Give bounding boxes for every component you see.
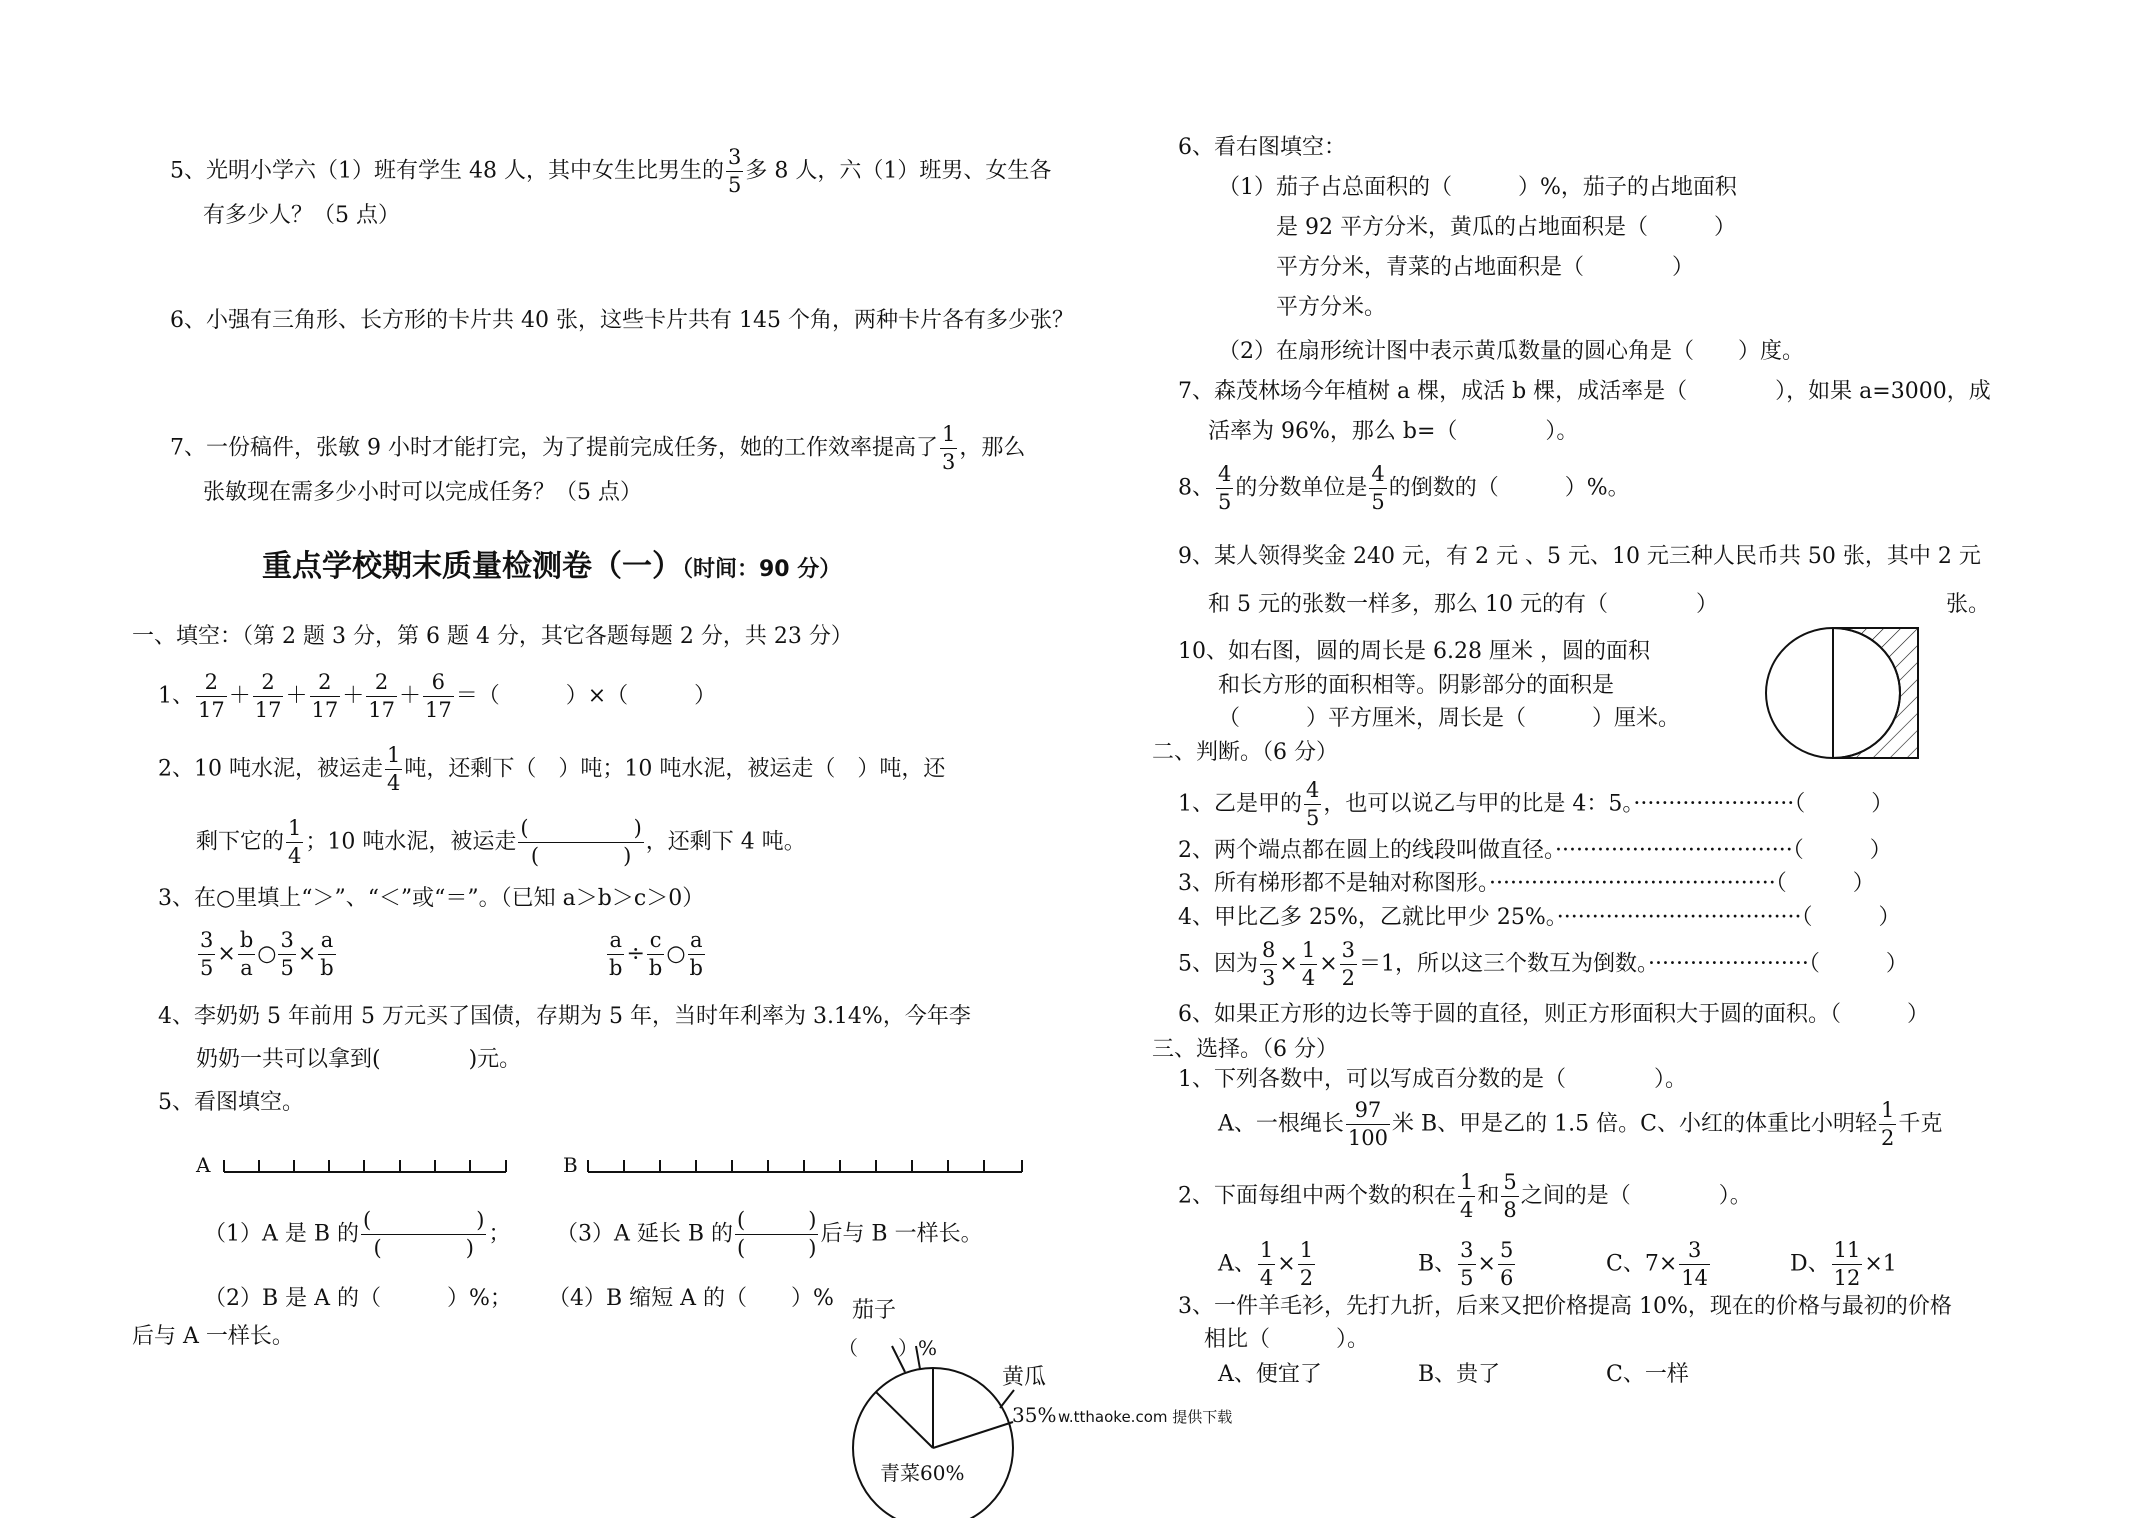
pie-label-eggplant-pct: （ ）%	[838, 1336, 938, 1360]
left-q5: 5、光明小学六（1）班有学生 48 人，其中女生比男生的 $\frac{3}{5}$ 多 8 人，六（1）班男、女生各	[170, 145, 1052, 197]
left-q6: 6、小强有三角形、长方形的卡片共 40 张，这些卡片共有 145 个角，两种卡片各有多少张？	[170, 308, 1074, 333]
left-f3-exp1: $\frac{3}{5}$ × $\frac{b}{a}$ ○ $\frac{3}{5}$ × $\frac{a}{b}$	[200, 928, 334, 980]
right-q6-1c: 平方分米，青菜的占地面积是（ ）	[1276, 255, 1695, 280]
pie-label-greens: 青菜60%	[880, 1461, 965, 1485]
watermark: w.tthaoke.com 提供下载	[1058, 1408, 1233, 1426]
judge-4: 4、甲比乙多 25%，乙就比甲少 25%。···································（ ）	[1178, 905, 1901, 930]
right-q9-line2: 和 5 元的张数一样多，那么 10 元的有（ ）	[1208, 592, 1718, 617]
left-f1: 1、 $\frac{2}{17}$ ＋ $\frac{2}{17}$ ＋ $\frac{2}{17}$ ＋ $\frac{2}{17}$ ＋ $\frac{6}{17}$ ＝（ ）×（ ）	[158, 670, 717, 722]
segment-b-ruler	[588, 1160, 1022, 1172]
left-f3: 3、在○里填上“＞”、“＜”或“＝”。（已知 a＞b＞c＞0）	[158, 886, 705, 911]
left-f5-tail: 后与 A 一样长。	[132, 1324, 294, 1349]
choice-2: 2、下面每组中两个数的积在 $\frac{1}{4}$ 和 $\frac{5}{8}$ 之间的是（ ）。	[1178, 1170, 1752, 1222]
left-f4: 4、李奶奶 5 年前用 5 万元买了国债，存期为 5 年，当时年利率为 3.14%，今年李	[158, 1004, 971, 1029]
segment-label-b: B	[563, 1153, 578, 1177]
right-q9-tail: 张。	[1946, 592, 1991, 617]
choice-3-option-a[interactable]: A、便宜了	[1218, 1362, 1322, 1387]
judge-2: 2、两个端点都在圆上的线段叫做直径。··································（ ）	[1178, 838, 1892, 863]
left-q5-line2: 有多少人？（5 点）	[203, 203, 400, 228]
pie-label-cucumber: 黄瓜	[1002, 1365, 1047, 1390]
segment-a-ruler	[224, 1160, 506, 1172]
section-fill-blank: 一、填空：（第 2 题 3 分，第 6 题 4 分，其它各题每题 2 分，共 23 分）	[132, 624, 853, 649]
right-q7: 7、森茂林场今年植树 a 棵，成活 b 棵，成活率是（ ），如果 a=3000，成	[1178, 379, 1991, 404]
fraction: $\frac{3}{5}$	[727, 145, 742, 197]
section-judge: 二、判断。（6 分）	[1152, 740, 1338, 765]
pie-label-cucumber-pct: 35%	[1012, 1403, 1057, 1427]
exam-title: 重点学校期末质量检测卷（一）（时间：90 分）	[262, 549, 842, 584]
judge-6: 6、如果正方形的边长等于圆的直径，则正方形面积大于圆的面积。（ ）	[1178, 1002, 1929, 1027]
left-f3-exp2: $\frac{a}{b}$ ÷ $\frac{c}{b}$ ○ $\frac{a}{b}$	[609, 928, 703, 980]
choice-1-options: A、一根绳长 $\frac{97}{100}$ 米 B、甲是乙的 1.5 倍。C、小红的体重比小明轻 $\frac{1}{2}$ 千克	[1218, 1098, 1943, 1150]
pie-chart	[853, 1346, 1014, 1518]
right-q6-1b: 是 92 平方分米，黄瓜的占地面积是（ ）	[1276, 215, 1736, 240]
answer-fraction-blank[interactable]: ( ) ( )	[737, 1208, 817, 1260]
choice-3-option-c[interactable]: C、一样	[1606, 1362, 1689, 1387]
right-q10-line2: 和长方形的面积相等。阴影部分的面积是	[1218, 673, 1615, 698]
left-f5-p1: （1）A 是 B 的 ( ) ( ) ；	[204, 1208, 511, 1260]
choice-1: 1、下列各数中，可以写成百分数的是（ ）。	[1178, 1067, 1687, 1092]
right-q8: 8、 $\frac{4}{5}$ 的分数单位是 $\frac{4}{5}$ 的倒数的（ ）%。	[1178, 462, 1630, 514]
right-q10-line3: （ ）平方厘米，周长是（ ）厘米。	[1218, 706, 1681, 731]
segment-label-a: A	[196, 1153, 211, 1177]
compare-circle[interactable]: ○	[257, 941, 277, 967]
judge-5: 5、因为 $\frac{8}{3}$ × $\frac{1}{4}$ × $\frac{3}{2}$ ＝1，所以这三个数互为倒数。·······················（ ）	[1178, 938, 1908, 990]
choice-2-option-b[interactable]: B、 $\frac{3}{5}$ × $\frac{5}{6}$	[1418, 1238, 1514, 1290]
left-f5: 5、看图填空。	[158, 1090, 304, 1115]
right-q6-1d: 平方分米。	[1276, 295, 1387, 320]
answer-fraction-blank[interactable]: ( ) ( )	[520, 816, 642, 868]
left-f4-line2: 奶奶一共可以拿到( )元。	[196, 1047, 522, 1072]
judge-1: 1、乙是甲的 $\frac{4}{5}$ ，也可以说乙与甲的比是 4：5。·······················（ ）	[1178, 778, 1894, 830]
circle-rectangle-figure	[1766, 628, 1918, 758]
left-f5-p3: （3）A 延长 B 的 ( ) ( ) 后与 B 一样长。	[556, 1208, 983, 1260]
left-q7: 7、一份稿件，张敏 9 小时才能打完，为了提前完成任务，她的工作效率提高了 $\frac{1}{3}$ ，那么	[170, 422, 1026, 474]
answer-fraction-blank[interactable]: ( ) ( )	[363, 1208, 485, 1260]
choice-2-option-d[interactable]: D、 $\frac{11}{12}$ ×1	[1790, 1238, 1897, 1290]
right-q6: 6、看右图填空：	[1178, 135, 1346, 160]
choice-3: 3、一件羊毛衫，先打九折，后来又把价格提高 10%，现在的价格与最初的价格	[1178, 1294, 1952, 1319]
right-q10: 10、如右图，圆的周长是 6.28 厘米 ，圆的面积	[1178, 639, 1650, 664]
left-f5-p4: （4）B 缩短 A 的（ ）%	[548, 1286, 834, 1311]
right-q7-line2: 活率为 96%，那么 b=（ ）。	[1208, 419, 1579, 444]
choice-2-option-a[interactable]: A、 $\frac{1}{4}$ × $\frac{1}{2}$	[1218, 1238, 1314, 1290]
section-choice: 三、选择。（6 分）	[1152, 1037, 1338, 1062]
left-f5-p2: （2）B 是 A 的（ ）%；	[204, 1286, 512, 1311]
choice-2-option-c[interactable]: C、7× $\frac{3}{14}$	[1606, 1238, 1708, 1290]
left-f2: 2、10 吨水泥，被运走 $\frac{1}{4}$ 吨，还剩下（ ）吨；10 吨水泥，被运走（ ）吨，还	[158, 743, 946, 795]
right-q9: 9、某人领得奖金 240 元，有 2 元 、5 元、10 元三种人民币共 50 张，其中 2 元	[1178, 544, 1981, 569]
left-q7-line2: 张敏现在需多少小时可以完成任务？（5 点）	[203, 480, 642, 505]
right-q6-1a: （1）茄子占总面积的（ ）%，茄子的占地面积	[1218, 175, 1737, 200]
right-q6-2: （2）在扇形统计图中表示黄瓜数量的圆心角是（ ）度。	[1218, 339, 1804, 364]
fraction: $\frac{1}{3}$	[941, 422, 956, 474]
left-f2-line2: 剩下它的 $\frac{1}{4}$ ；10 吨水泥，被运走 ( ) ( ) ，还剩下 4 吨。	[196, 816, 806, 868]
choice-3-line2: 相比（ ）。	[1204, 1327, 1370, 1352]
compare-circle[interactable]: ○	[666, 941, 686, 967]
choice-3-option-b[interactable]: B、贵了	[1418, 1362, 1501, 1387]
pie-label-eggplant: 茄子	[852, 1298, 897, 1323]
judge-3: 3、所有梯形都不是轴对称图形。·········································（ ）	[1178, 871, 1875, 896]
